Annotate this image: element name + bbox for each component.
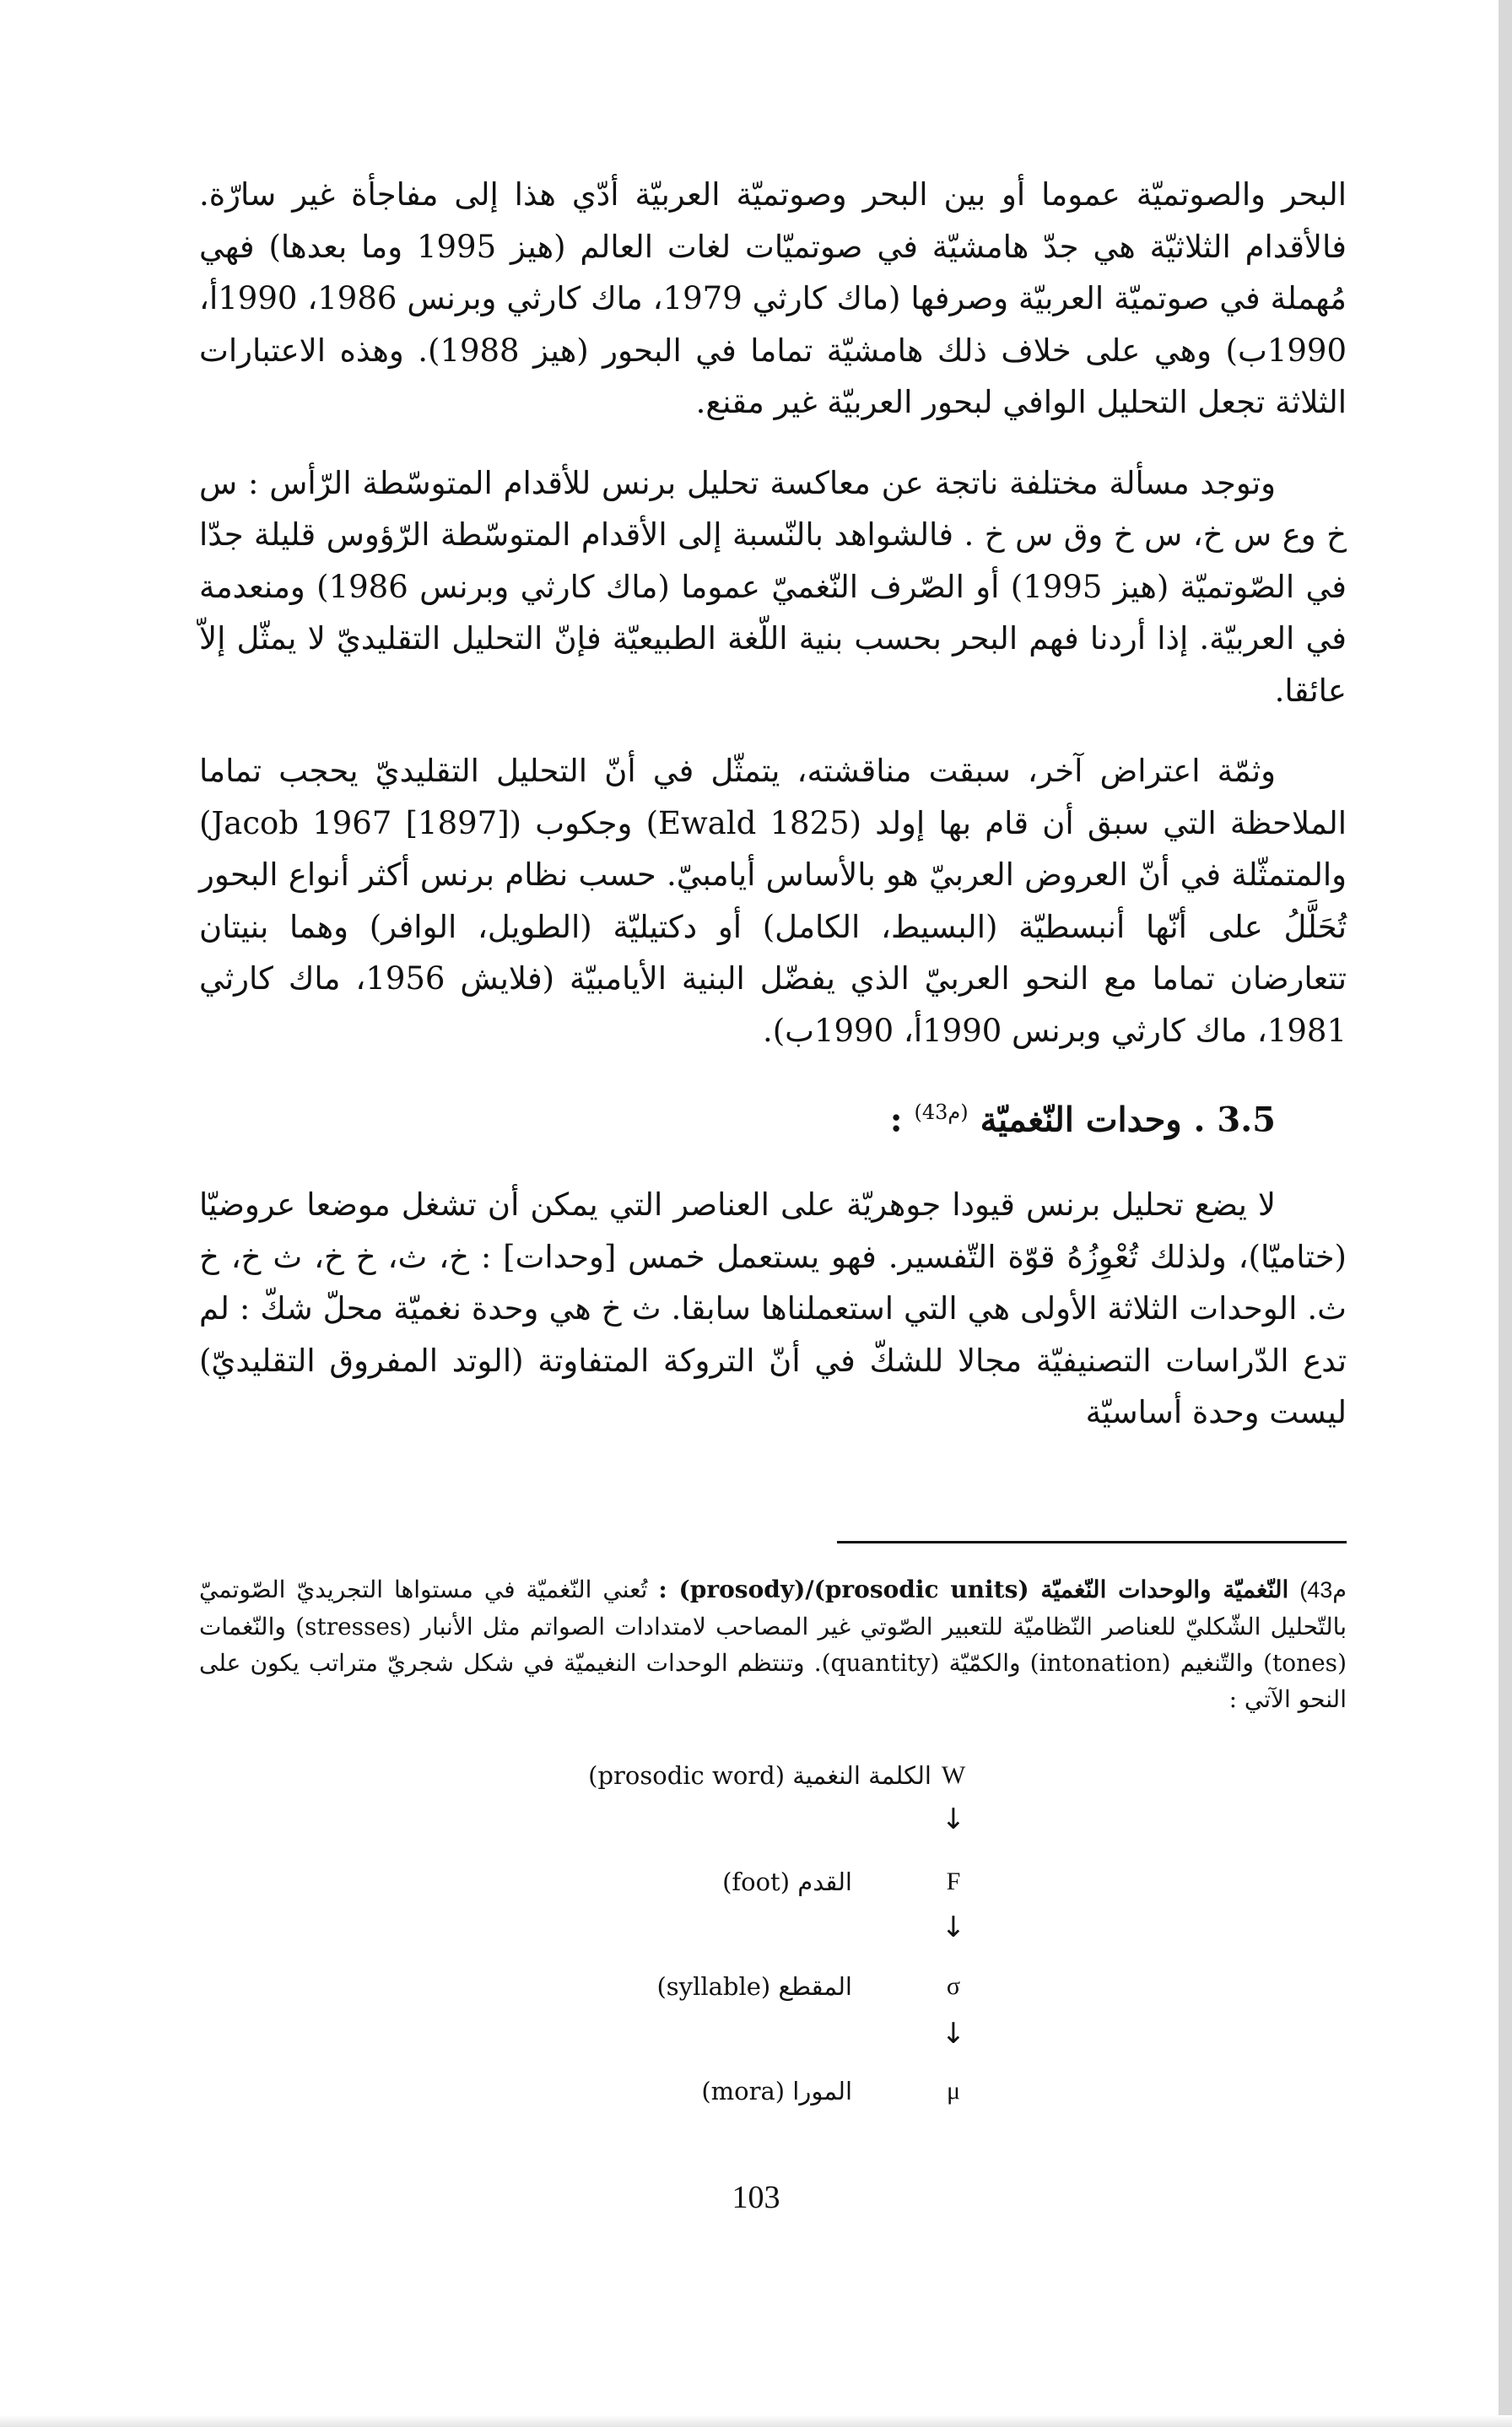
section-heading-colon: :: [889, 1100, 903, 1140]
footnote: [199, 1571, 1347, 1717]
section-heading-title: 3.5 . وحدات النّغميّة: [980, 1100, 1276, 1140]
down-arrow-icon: ↓: [941, 2017, 966, 2051]
footnote-title: النّغميّة والوحدات النّغميّة (prosodic units)/(prosody) :: [658, 1576, 1289, 1603]
tree-symbol-word: W: [941, 1761, 966, 1789]
page-body: [199, 169, 1347, 1468]
footnote-number: م43): [1299, 1577, 1347, 1603]
paragraph-1: [199, 169, 1347, 429]
footnote-text: [199, 1571, 1347, 1717]
footnote-body: تُعني النّغميّة في مستواها التجريديّ الصّوتميّ بالتّحليل الشّكليّ للعناصر النّظاميّة للتعبير الصّوتي غير المصاحب لامتدادات الصواتم مثل الأنبار (stresses) والنّغمات (tones) والتّنغيم (intonation) والكمّيّة (quantity). وتنتظم الوحدات النغيميّة في شكل شجريّ متراتب يكون على النحو الآتي :: [199, 1576, 1347, 1713]
paragraph-3-text: وثمّة اعتراض آخر، سبقت مناقشته، يتمثّل في أنّ التحليل التقليديّ يحجب تماما الملاحظة التي سبق أن قام بها إولد (Ewald 1825) وجكوب ([1897] Jacob 1967) والمتمثّلة في أنّ العروض العربيّ هو بالأساس أيامبيّ. حسب نظام برنس أكثر أنواع البحور تُحَلَّلُ على أنّها أنبسطيّة (البسيط، الكامل) أو دكتيليّة (الطويل، الوافر) وهما بنيتان تتعارضان تماما مع النحو العربيّ الذي يفضّل البنية الأيامبيّة (فلايش 1956، ماك كارثي 1981، ماك كارثي وبرنس 1990أ، 1990ب).: [199, 753, 1347, 1049]
paragraph-4: [199, 1179, 1347, 1439]
tree-label-foot: القدم (foot): [722, 1868, 852, 1896]
prosodic-hierarchy-diagram: [540, 1755, 1131, 2127]
paragraph-2: [199, 457, 1347, 717]
tree-symbol-syllable: σ: [946, 1972, 961, 2000]
section-heading: [199, 1085, 1347, 1147]
page-number: 103: [732, 2180, 780, 2215]
tree-level-foot: [540, 1862, 1131, 1902]
footnote-separator: [837, 1541, 1347, 1543]
tree-symbol-foot: F: [946, 1868, 961, 1895]
tree-label-syllable: المقطع (syllable): [656, 1972, 852, 2001]
paragraph-4-text: لا يضع تحليل برنس قيودا جوهريّة على العناصر التي يمكن أن تشغل موضعا عروضيّا (ختاميّا)، ولذلك تُعْوِزُهُ قوّة التّفسير. فهو يستعمل خمس [وحدات] : خ، ث، خ خ، ث خ، خ ث. الوحدات الثلاثة الأولى هي التي استعملناها سابقا. ث خ هي وحدة نغميّة محلّ شكّ : لم تدع الدّراسات التصنيفيّة مجالا للشكّ في أنّ التروكة المتفاوتة (الوتد المفروق التقليديّ) ليست وحدة أساسيّة: [199, 1186, 1347, 1431]
scan-right-edge: [1498, 0, 1512, 2427]
tree-level-mora: [540, 2071, 1131, 2111]
tree-level-word: [540, 1755, 1131, 1796]
paragraph-2-text: وتوجد مسألة مختلفة ناتجة عن معاكسة تحليل برنس للأقدام المتوسّطة الرّأس : س خ وع س خ، س خ وق س خ . فالشواهد بالنّسبة إلى الأقدام المتوسّطة الرّؤوس قليلة جدّا في الصّوتميّة (هيز 1995) أو الصّرف النّغميّ عموما (ماك كارثي وبرنس 1986) ومنعدمة في العربيّة. إذا أردنا فهم البحر بحسب بنية اللّغة الطبيعيّة فإنّ التحليل التقليديّ لا يمثّل إلاّ عائقا.: [199, 464, 1347, 709]
tree-label-mora: المورا (mora): [701, 2077, 852, 2105]
tree-symbol-mora: μ: [946, 2077, 961, 2105]
paragraph-3: [199, 745, 1347, 1057]
section-heading-footnote-ref[interactable]: (م43): [914, 1100, 969, 1124]
down-arrow-icon: ↓: [941, 1803, 966, 1836]
tree-level-syllable: [540, 1966, 1131, 2007]
paragraph-1-text: البحر والصوتميّة عموما أو بين البحر وصوتميّة العربيّة أدّي هذا إلى مفاجأة غير سارّة. فالأقدام الثلاثيّة هي جدّ هامشيّة في صوتميّات لغات العالم (هيز 1995 وما بعدها) فهي مُهملة في صوتميّة العربيّة وصرفها (ماك كارثي 1979، ماك كارثي وبرنس 1986، 1990أ، 1990ب) وهي على خلاف ذلك هامشيّة تماما في البحور (هيز 1988). وهذه الاعتبارات الثلاثة تجعل التحليل الوافي لبحور العربيّة غير مقنع.: [199, 176, 1347, 420]
down-arrow-icon: ↓: [941, 1911, 966, 1944]
tree-label-word: الكلمة النغمية (prosodic word): [588, 1761, 932, 1790]
scan-bottom-edge: [0, 2415, 1512, 2427]
